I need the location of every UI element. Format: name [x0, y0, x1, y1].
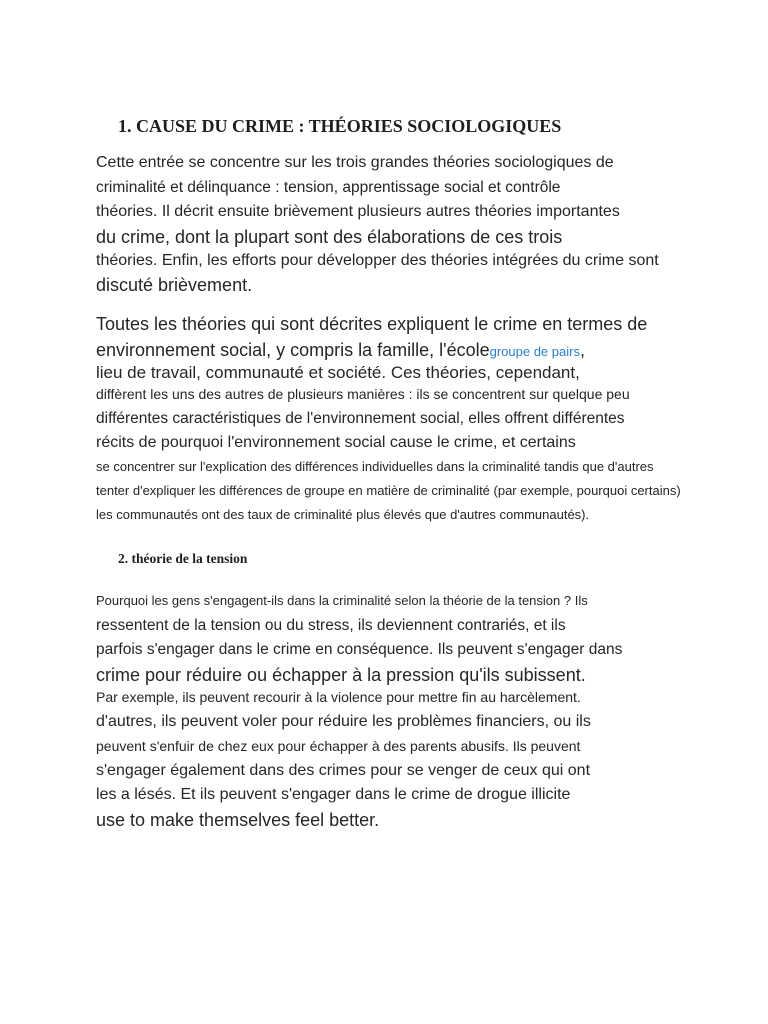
paragraph-2-line-5: différentes caractéristiques de l'environnement social, elles offrent différentes	[96, 410, 625, 427]
paragraph-2-line-9: les communautés ont des taux de criminalité plus élevés que d'autres communautés).	[96, 507, 590, 522]
paragraph-2-line-8: tenter d'expliquer les différences de groupe en matière de criminalité (par exemple, pourquoi certains)	[96, 483, 681, 498]
paragraph-2-line-4: diffèrent les uns des autres de plusieurs manières : ils se concentrent sur quelque peu	[96, 386, 630, 402]
paragraph-2-line-6: récits de pourquoi l'environnement social cause le crime, et certains	[96, 434, 576, 451]
paragraph-1-line-2: criminalité et délinquance : tension, apprentissage social et contrôle	[96, 179, 561, 196]
section-2-line-10: use to make themselves feel better.	[96, 810, 380, 830]
section-1-heading: 1. CAUSE DU CRIME : THÉORIES SOCIOLOGIQUES	[118, 116, 562, 136]
paragraph-2-line-7: se concentrer sur l'explication des différences individuelles dans la criminalité tandis que d'autres	[96, 459, 654, 474]
paragraph-1-line-3: théories. Il décrit ensuite brièvement plusieurs autres théories importantes	[96, 203, 620, 220]
paragraph-1-line-6: discuté brièvement.	[96, 275, 253, 295]
section-2-line-9: les a lésés. Et ils peuvent s'engager dans le crime de drogue illicite	[96, 786, 571, 803]
paragraph-1-line-5: théories. Enfin, les efforts pour développer des théories intégrées du crime sont	[96, 252, 659, 269]
paragraph-2-line-1: Toutes les théories qui sont décrites expliquent le crime en termes de	[96, 314, 648, 334]
paragraph-2-line-2-end: ,	[579, 340, 585, 360]
section-2-line-4: crime pour réduire ou échapper à la pression qu'ils subissent.	[96, 665, 586, 685]
section-2-line-1: Pourquoi les gens s'engagent-ils dans la criminalité selon la théorie de la tension ? Ils	[96, 593, 588, 608]
section-2-line-8: s'engager également dans des crimes pour se venger de ceux qui ont	[96, 762, 591, 779]
section-2-line-3: parfois s'engager dans le crime en conséquence. Ils peuvent s'engager dans	[96, 641, 623, 658]
paragraph-2-line-2	[96, 340, 585, 361]
paragraph-2-line-2-text: environnement social, y compris la famille, l'école	[96, 340, 490, 360]
section-2-heading: 2. théorie de la tension	[118, 551, 248, 566]
section-2-line-6: d'autres, ils peuvent voler pour réduire les problèmes financiers, ou ils	[96, 713, 591, 730]
section-2-line-5: Par exemple, ils peuvent recourir à la violence pour mettre fin au harcèlement.	[96, 689, 581, 705]
peer-group-link[interactable]: groupe de pairs	[489, 344, 580, 359]
paragraph-1-line-1: Cette entrée se concentre sur les trois grandes théories sociologiques de	[96, 154, 614, 171]
paragraph-2-line-3: lieu de travail, communauté et société. Ces théories, cependant,	[96, 363, 580, 382]
paragraph-1-line-4: du crime, dont la plupart sont des élaborations de ces trois	[96, 227, 563, 247]
section-2-line-2: ressentent de la tension ou du stress, ils deviennent contrariés, et ils	[96, 617, 566, 634]
section-2-line-7: peuvent s'enfuir de chez eux pour échapper à des parents abusifs. Ils peuvent	[96, 738, 581, 754]
